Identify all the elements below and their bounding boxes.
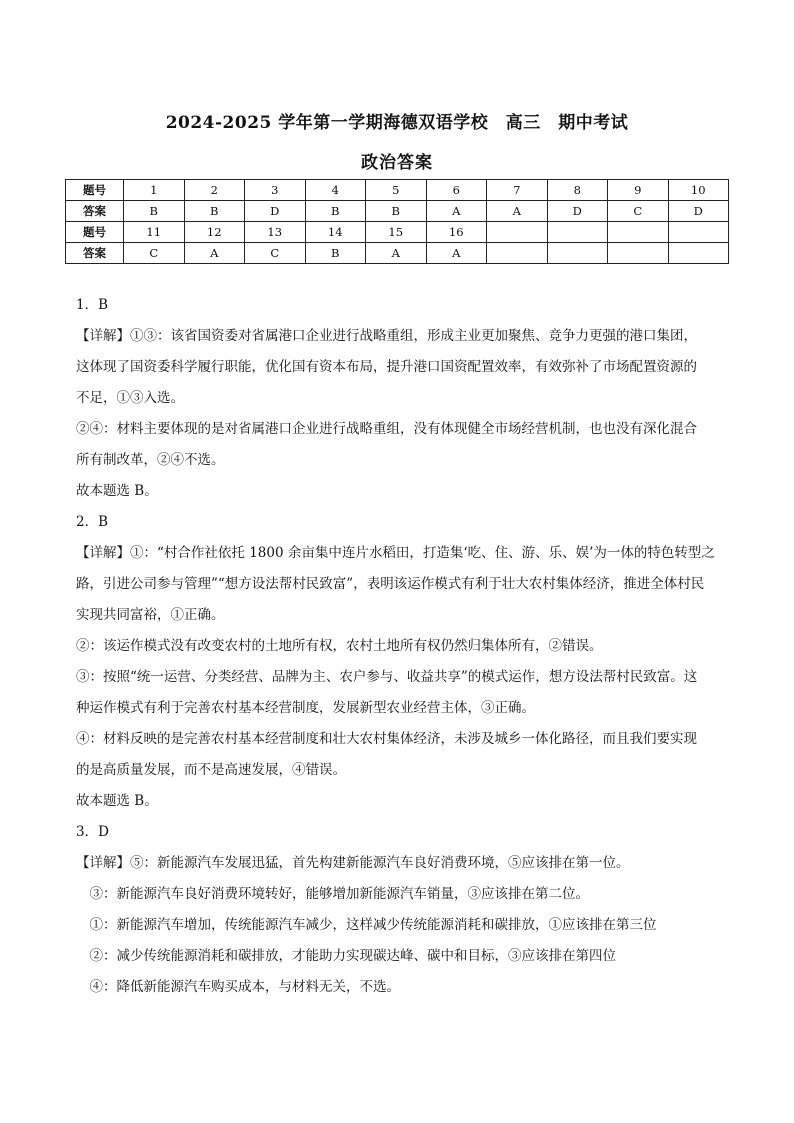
question-heading: 2．B bbox=[76, 514, 109, 530]
answer-cell: A bbox=[487, 201, 548, 222]
explanation-line: 所有制改革，②④不选。 bbox=[76, 452, 225, 468]
question-heading: 1．B bbox=[76, 297, 109, 313]
answer-cell: A bbox=[366, 243, 427, 264]
explanation-line: 故本题选 B。 bbox=[76, 483, 158, 499]
question-number: 15 bbox=[366, 222, 427, 243]
question-number bbox=[608, 222, 669, 243]
explanations bbox=[76, 290, 726, 1003]
explanation-line: ②：减少传统能源消耗和碳排放，才能助力实现碳达峰、碳中和目标，③应该排在第四位 bbox=[76, 948, 616, 964]
answer-cell bbox=[547, 243, 608, 264]
answer-cell: D bbox=[547, 201, 608, 222]
page-subtitle: 政治答案 bbox=[361, 153, 433, 173]
answer-cell: B bbox=[184, 201, 245, 222]
explanation-line: 的是高质量发展，而不是高速发展，④错误。 bbox=[76, 762, 346, 778]
explanation-line: 【详解】①：“村合作社依托 1800 余亩集中连片水稻田，打造集‘吃、住、游、乐、娱’为一体的特色转型之 bbox=[76, 545, 715, 561]
answer-cell: B bbox=[305, 243, 366, 264]
explanation-line: ③：新能源汽车良好消费环境转好，能够增加新能源汽车销量，③应该排在第二位。 bbox=[76, 886, 589, 902]
answer-cell bbox=[608, 243, 669, 264]
answer-cell: B bbox=[305, 201, 366, 222]
answer-cell: A bbox=[426, 243, 487, 264]
question-number: 8 bbox=[547, 180, 608, 201]
question-number: 11 bbox=[124, 222, 185, 243]
question-number: 4 bbox=[305, 180, 366, 201]
question-number: 3 bbox=[245, 180, 306, 201]
question-number: 1 bbox=[124, 180, 185, 201]
explanation-line: 【详解】①③：该省国资委对省属港口企业进行战略重组，形成主业更加聚焦、竞争力更强的港口集团， bbox=[76, 328, 697, 344]
explanation-line: ④：材料反映的是完善农村基本经营制度和壮大农村集体经济，未涉及城乡一体化路径，而且我们要实现 bbox=[76, 731, 697, 747]
answer-cell bbox=[487, 243, 548, 264]
row-label-answer: 答案 bbox=[66, 201, 124, 222]
explanation-line: ③：按照“统一运营、分类经营、品牌为主、农户参与、收益共享”的模式运作，想方设法帮村民致富。这 bbox=[76, 669, 698, 685]
answer-cell: C bbox=[245, 243, 306, 264]
row-label-number: 题号 bbox=[66, 180, 124, 201]
explanation-line: 这体现了国资委科学履行职能，优化国有资本布局，提升港口国资配置效率，有效弥补了市场配置资源的 bbox=[76, 359, 697, 375]
answer-cell: B bbox=[124, 201, 185, 222]
question-number: 9 bbox=[608, 180, 669, 201]
explanation-line: 故本题选 B。 bbox=[76, 793, 158, 809]
answer-cell: C bbox=[124, 243, 185, 264]
row-label-answer: 答案 bbox=[66, 243, 124, 264]
explanation-line: 不足，①③入选。 bbox=[76, 390, 184, 406]
question-number: 6 bbox=[426, 180, 487, 201]
question-number: 16 bbox=[426, 222, 487, 243]
table-row bbox=[66, 222, 729, 243]
answer-cell bbox=[668, 243, 729, 264]
question-number: 13 bbox=[245, 222, 306, 243]
answer-cell: A bbox=[184, 243, 245, 264]
question-number: 5 bbox=[366, 180, 427, 201]
answer-cell: D bbox=[245, 201, 306, 222]
explanation-line: ②：该运作模式没有改变农村的土地所有权，农村土地所有权仍然归集体所有，②错误。 bbox=[76, 638, 603, 654]
question-heading: 3．D bbox=[76, 824, 109, 840]
question-number: 14 bbox=[305, 222, 366, 243]
page-title: 2024-2025 学年第一学期海德双语学校 高三 期中考试 bbox=[165, 113, 629, 133]
question-number bbox=[547, 222, 608, 243]
explanation-line: 【详解】⑤：新能源汽车发展迅猛，首先构建新能源汽车良好消费环境，⑤应该排在第一位。 bbox=[76, 855, 630, 871]
explanation-line: ②④：材料主要体现的是对省属港口企业进行战略重组，没有体现健全市场经营机制，也也没有深化混合 bbox=[76, 421, 697, 437]
question-number bbox=[487, 222, 548, 243]
question-number bbox=[668, 222, 729, 243]
table-row bbox=[66, 243, 729, 264]
question-number: 12 bbox=[184, 222, 245, 243]
explanation-line: ①：新能源汽车增加，传统能源汽车减少，这样减少传统能源消耗和碳排放，①应该排在第三位 bbox=[76, 917, 657, 933]
explanation-line: ④：降低新能源汽车购买成本，与材料无关，不选。 bbox=[76, 979, 400, 995]
explanation-line: 实现共同富裕，①正确。 bbox=[76, 607, 225, 623]
explanation-line: 路，引进公司参与管理”“想方设法帮村民致富”，表明该运作模式有利于壮大农村集体经济，推进全体村民 bbox=[76, 576, 705, 592]
question-number: 7 bbox=[487, 180, 548, 201]
row-label-number: 题号 bbox=[66, 222, 124, 243]
explanation-line: 种运作模式有利于完善农村基本经营制度，发展新型农业经营主体，③正确。 bbox=[76, 700, 535, 716]
answer-table bbox=[65, 179, 729, 264]
answer-cell: A bbox=[426, 201, 487, 222]
answer-cell: B bbox=[366, 201, 427, 222]
question-number: 2 bbox=[184, 180, 245, 201]
answer-cell: C bbox=[608, 201, 669, 222]
table-row bbox=[66, 180, 729, 201]
question-number: 10 bbox=[668, 180, 729, 201]
answer-cell: D bbox=[668, 201, 729, 222]
table-row bbox=[66, 201, 729, 222]
